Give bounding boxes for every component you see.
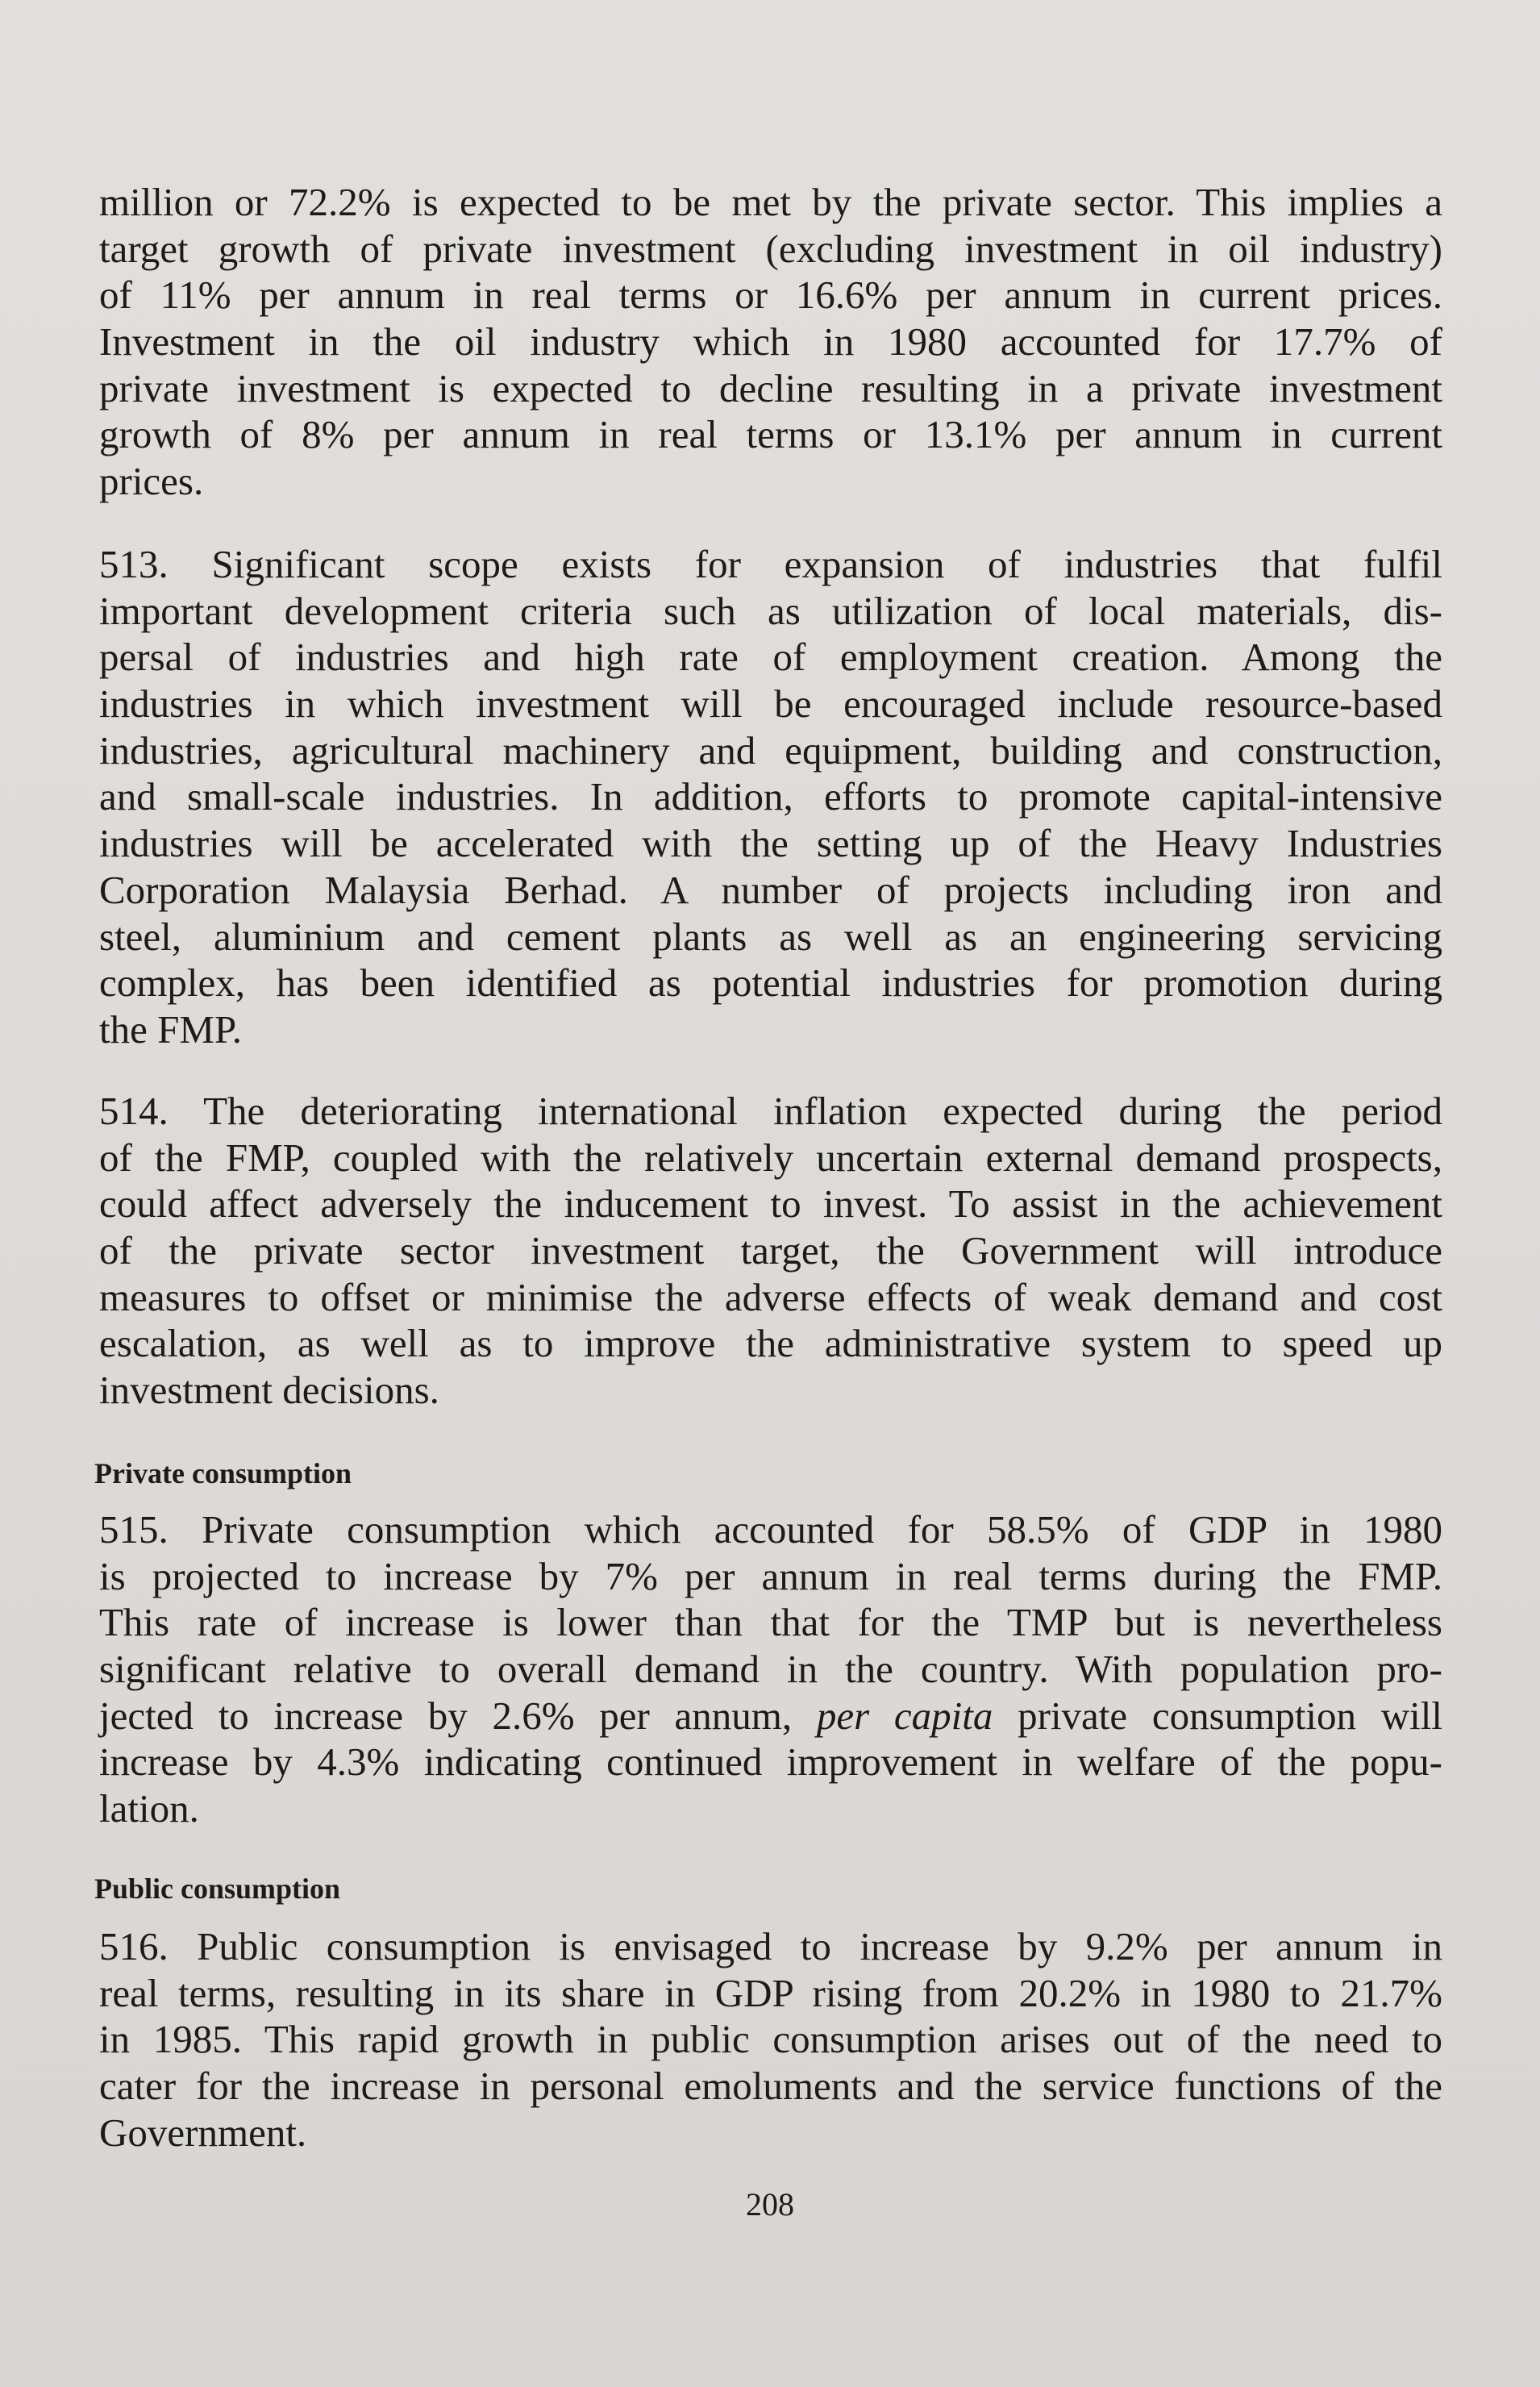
text-line: of the private sector investment target, the Government will introduce: [99, 1228, 1442, 1273]
text-line: prices.: [99, 459, 204, 504]
text-line: persal of industries and high rate of employment creation. Among the: [99, 635, 1442, 680]
paragraph-512-continued: [99, 179, 1442, 505]
text-line: important development criteria such as utilization of local materials, dis-: [99, 588, 1442, 633]
paragraph-516: [99, 1923, 1442, 2156]
text-line: real terms, resulting in its share in GDP rising from 20.2% in 1980 to 21.7%: [99, 1970, 1442, 2015]
text-line: industries in which investment will be encouraged include resource-based: [99, 681, 1442, 727]
text-line: [99, 1693, 1442, 1739]
text-line: This rate of increase is lower than that for the TMP but is nevertheless: [99, 1600, 1442, 1645]
text-line: 516. Public consumption is envisaged to increase by 9.2% per annum in: [99, 1924, 1442, 1968]
paragraph-515: [99, 1506, 1442, 1832]
text-line: target growth of private investment (excluding investment in oil industry): [99, 226, 1442, 271]
text-line: Government.: [99, 2110, 307, 2155]
text-segment: private consumption will: [993, 1693, 1442, 1738]
text-line: significant relative to overall demand in the country. With population pro-: [99, 1647, 1442, 1692]
paragraph-513: [99, 541, 1442, 1053]
text-segment: jected to increase by 2.6% per annum,: [99, 1693, 817, 1738]
text-line: is projected to increase by 7% per annum in real terms during the FMP.: [99, 1553, 1442, 1598]
text-line: 513. Significant scope exists for expansion of industries that fulfil: [99, 542, 1442, 586]
text-line: million or 72.2% is expected to be met by the private sector. This implies a: [99, 180, 1442, 224]
text-line: measures to offset or minimise the adverse effects of weak demand and cost: [99, 1274, 1442, 1319]
heading-public-consumption: Public consumption: [94, 1873, 341, 1905]
text-line: could affect adversely the inducement to invest. To assist in the achievement: [99, 1181, 1442, 1227]
text-line: industries, agricultural machinery and equipment, building and construction,: [99, 727, 1442, 773]
text-line: of the FMP, coupled with the relatively uncertain external demand prospects,: [99, 1135, 1442, 1180]
paragraph-514: [99, 1088, 1442, 1414]
page-number: 208: [746, 2186, 794, 2222]
text-line: steel, aluminium and cement plants as well as an engineering servicing: [99, 914, 1442, 959]
text-line: in 1985. This rapid growth in public consumption arises out of the need to: [99, 2017, 1442, 2062]
text-line: escalation, as well as to improve the administrative system to speed up: [99, 1321, 1442, 1366]
text-line: lation.: [99, 1786, 199, 1831]
text-line: 514. The deteriorating international inflation expected during the period: [99, 1089, 1442, 1133]
text-line: growth of 8% per annum in real terms or 13.1% per annum in current: [99, 412, 1442, 457]
italic-text: per capita: [816, 1693, 993, 1738]
text-line: Corporation Malaysia Berhad. A number of projects including iron and: [99, 867, 1442, 912]
text-line: Investment in the oil industry which in 1980 accounted for 17.7% of: [99, 319, 1442, 365]
text-line: private investment is expected to decline resulting in a private investment: [99, 365, 1442, 410]
text-line: cater for the increase in personal emoluments and the service functions of the: [99, 2064, 1442, 2109]
text-line: complex, has been identified as potential industries for promotion during: [99, 960, 1442, 1006]
text-line: and small-scale industries. In addition, efforts to promote capital-intensive: [99, 774, 1442, 819]
text-line: increase by 4.3% indicating continued improvement in welfare of the popu-: [99, 1739, 1442, 1785]
text-line: of 11% per annum in real terms or 16.6% per annum in current prices.: [99, 273, 1442, 318]
text-line: investment decisions.: [99, 1368, 439, 1413]
text-line: industries will be accelerated with the setting up of the Heavy Industries: [99, 821, 1442, 866]
text-line: 515. Private consumption which accounted for 58.5% of GDP in 1980: [99, 1507, 1442, 1552]
text-line: the FMP.: [99, 1006, 243, 1052]
heading-private-consumption: Private consumption: [94, 1457, 352, 1489]
